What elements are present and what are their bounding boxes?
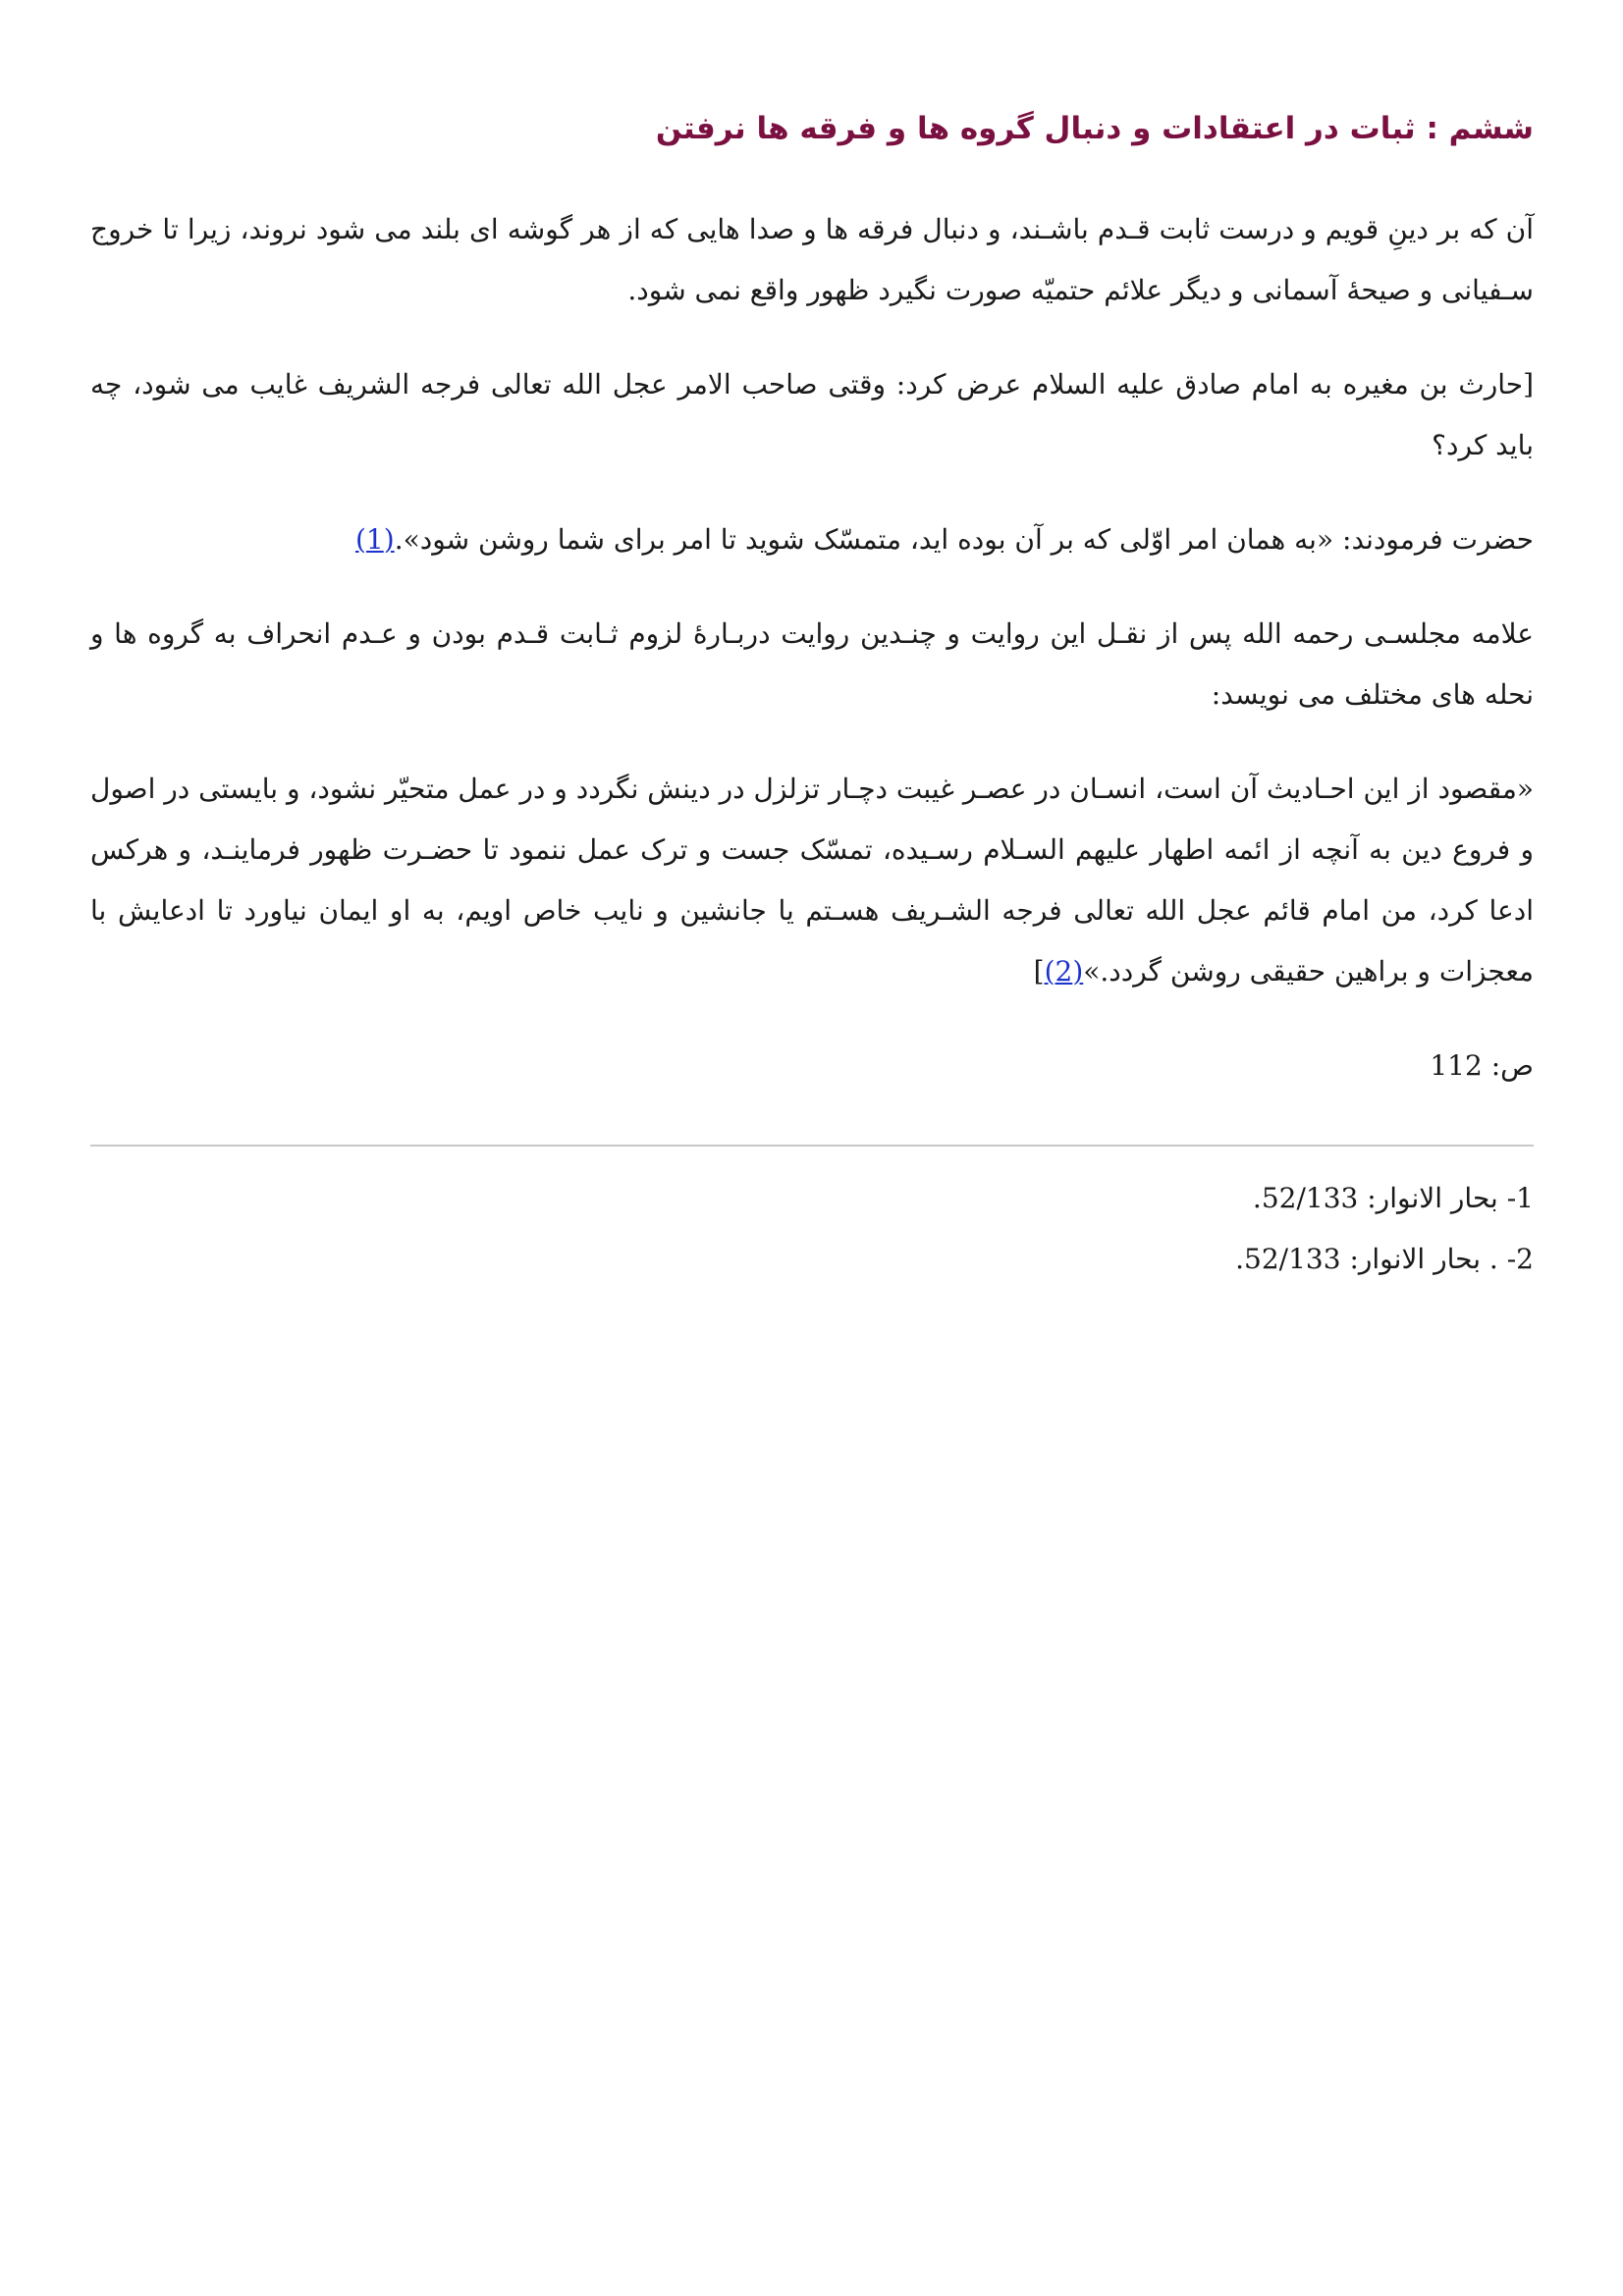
paragraph-text: حضرت فرمودند: «به همان امر اوّلی که بر آن بوده اید، متمسّک شوید تا امر برای شما روشن شود».: [394, 523, 1534, 557]
closing-bracket: ]: [1033, 955, 1045, 988]
footnote-divider: [90, 1145, 1534, 1147]
paragraph-text: «مقصود از این احـادیث آن است، انسـان در عصـر غیبت دچـار تزلزل در دینش نگردد و در عمل متحیّر نشود، و بایستی در اصول و فروع دین به آنچه از ائمه اطهار علیهم السـلام رسـیده، تمسّک جست و ترک عمل ننمود تا حضـرت ظهور فرماینـد، و هرکس ادعا کرد، من امام قائم عجل الله تعالی فرجه الشـریف هسـتم یا جانشین و نایب خاص اویم، به او ایمان نیاورد تا ادعایش با معجزات و براهین حقیقی روشن گردد.»: [90, 773, 1535, 988]
section-heading: ششم : ثبات در اعتقادات و دنبال گروه ها و فرقه ها نرفتن: [655, 111, 1534, 146]
document-body: [90, 108, 1534, 1124]
paragraph-text: [حارث بن مغیره به امام صادق علیه السلام عرض کرد: وقتی صاحب الامر عجل الله تعالی فرجه الشریف غایب می شود، چه باید کرد؟: [90, 368, 1534, 462]
page-number: ص: 112: [1430, 1049, 1534, 1083]
footnote-link-2[interactable]: (2): [1044, 955, 1084, 988]
paragraph-3: [90, 509, 1534, 570]
footnotes: [90, 1168, 1534, 1290]
paragraph-1: [90, 199, 1534, 321]
paragraph-text: آن که بر دینِ قویم و درست ثابت قـدم باشـند، و دنبال فرقه ها و صدا هایی که از هر گوشه ای بلند می شود نروند، زیرا تا خروج سـفیانی و صیحهٔ آسمانی و دیگر علائم حتمیّه صورت نگیرد ظهور واقع نمی شود.: [90, 213, 1534, 307]
paragraph-4: [90, 604, 1534, 725]
paragraph-text: علا‌مه مجلسـی رحمه الله پس از نقـل این روایت و چنـدین روایت دربـارهٔ لزوم ثـابت قـدم بودن و عـدم انحراف به گروه ها و نحله های مختلف می نویسد:: [90, 617, 1534, 712]
paragraph-5: [90, 759, 1534, 1002]
footnote-item-2: 2- . بحار الانوار: 52/133.: [1235, 1243, 1534, 1275]
footnote-item-1: 1- بحار الانوار: 52/133.: [1252, 1182, 1534, 1214]
footnote-link-1[interactable]: (1): [354, 523, 395, 557]
paragraph-2: [90, 354, 1534, 476]
